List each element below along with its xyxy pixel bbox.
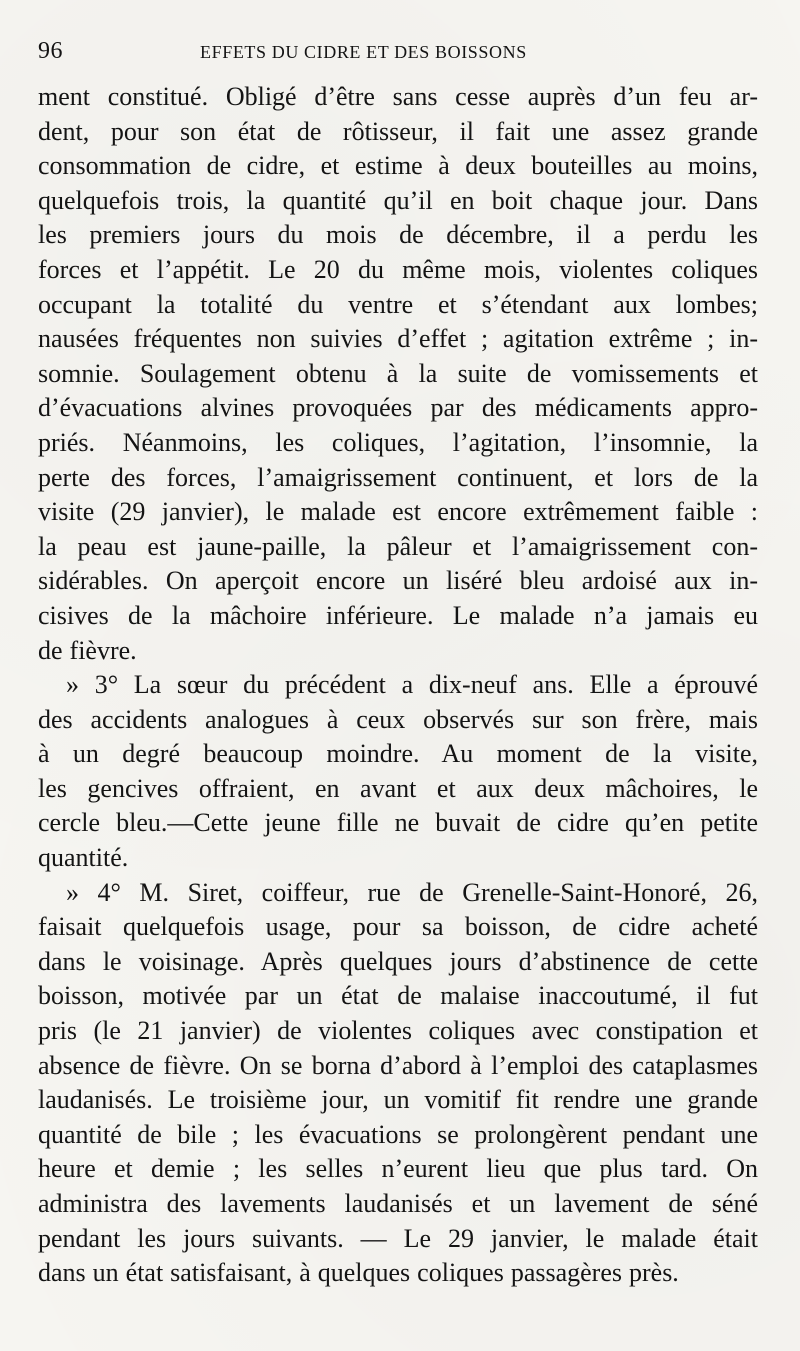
running-header — [38, 38, 758, 74]
text-line: ment constitué. Obligé d’être sans cesse auprès d’un feu ar- — [38, 82, 758, 111]
text-line: quelquefois trois, la quantité qu’il en boit chaque jour. Dans — [38, 185, 758, 215]
text-line: boisson, motivée par un état de malaise inaccoutumé, il fut — [38, 981, 758, 1011]
paragraph-2 — [38, 668, 758, 876]
text-line: cisives de la mâchoire inférieure. Le malade n’a jamais eu — [38, 600, 758, 630]
text-line: absence de fièvre. On se borna d’abord à l’emploi des cataplasmes — [38, 1050, 758, 1080]
text-line: pendant les jours suivants. — Le 29 janvier, le malade était — [38, 1223, 758, 1253]
text-line: somnie. Soulagement obtenu à la suite de vomissements et — [38, 358, 758, 388]
text-line: faisait quelquefois usage, pour sa boisson, de cidre acheté — [38, 912, 758, 942]
text-line: cercle bleu.—Cette jeune fille ne buvait de cidre qu’en petite — [38, 808, 758, 838]
text-line: sidérables. On aperçoit encore un liséré bleu ardoisé aux in- — [38, 566, 758, 596]
text-line: les gencives offraient, en avant et aux deux mâchoires, le — [38, 773, 758, 803]
text-line: pris (le 21 janvier) de violentes coliques avec constipation et — [38, 1016, 758, 1046]
text-line: quantité de bile ; les évacuations se prolongèrent pendant une — [38, 1119, 758, 1149]
text-line: dans un état satisfaisant, à quelques coliques passagères près. — [38, 1258, 679, 1288]
text-line: consommation de cidre, et estime à deux bouteilles au moins, — [38, 151, 758, 181]
text-line: » 3° La sœur du précédent a dix-neuf ans. Elle a éprouvé — [66, 670, 758, 700]
page-number: 96 — [38, 38, 63, 64]
text-line: » 4° M. Siret, coiffeur, rue de Grenelle-Saint-Honoré, 26, — [66, 877, 758, 907]
paragraph-3 — [38, 876, 758, 1291]
text-line: des accidents analogues à ceux observés sur son frère, mais — [38, 704, 758, 734]
text-line: quantité. — [38, 843, 129, 873]
paragraph-1 — [38, 80, 758, 668]
text-line: les premiers jours du mois de décembre, il a perdu les — [38, 220, 758, 250]
text-line: perte des forces, l’amaigrissement continuent, et lors de la — [38, 462, 758, 492]
text-line: dans le voisinage. Après quelques jours d’abstinence de cette — [38, 946, 758, 976]
text-line: heure et demie ; les selles n’eurent lieu que plus tard. On — [38, 1154, 758, 1184]
text-line: visite (29 janvier), le malade est encore extrêmement faible : — [38, 497, 758, 527]
text-line: à un degré beaucoup moindre. Au moment de la visite, — [38, 739, 758, 769]
text-line: dent, pour son état de rôtisseur, il fait une assez grande — [38, 116, 758, 146]
text-line: forces et l’appétit. Le 20 du même mois, violentes coliques — [38, 254, 758, 284]
text-line: la peau est jaune-paille, la pâleur et l’amaigrissement con- — [38, 531, 758, 561]
text-line: de fièvre. — [38, 635, 137, 665]
text-line: occupant la totalité du ventre et s’étendant aux lombes; — [38, 289, 758, 319]
text-line: d’évacuations alvines provoquées par des médicaments appro- — [38, 393, 758, 423]
text-line: priés. Néanmoins, les coliques, l’agitation, l’insomnie, la — [38, 427, 758, 457]
text-line: administra des lavements laudanisés et un lavement de séné — [38, 1189, 758, 1218]
text-line: laudanisés. Le troisième jour, un vomitif fit rendre une grande — [38, 1085, 758, 1115]
text-line: nausées fréquentes non suivies d’effet ; agitation extrême ; in- — [38, 324, 758, 354]
body-text — [38, 80, 758, 1291]
running-title: EFFETS DU CIDRE ET DES BOISSONS — [200, 42, 527, 62]
